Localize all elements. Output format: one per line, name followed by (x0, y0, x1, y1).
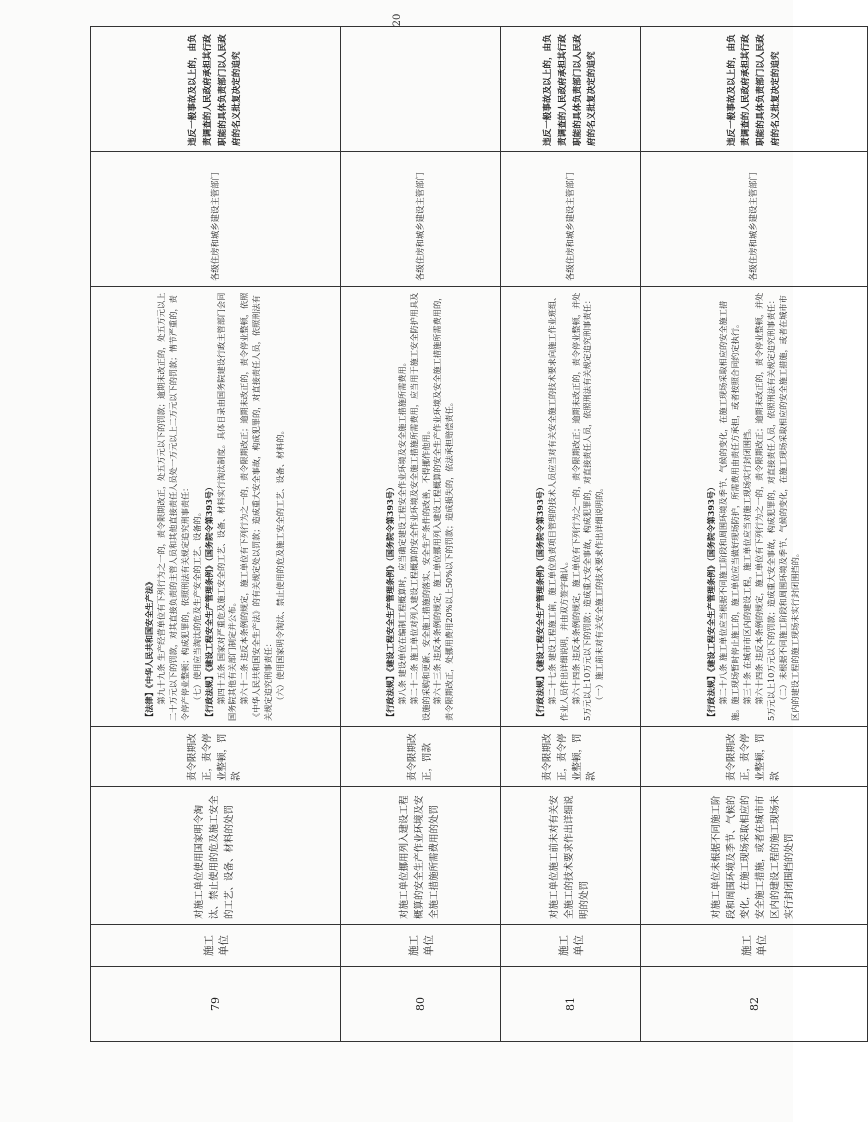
subject-cell: 施工单位 (91, 925, 341, 967)
legal-basis-cell (91, 287, 341, 727)
basis-heading: 【行政法规】《建设工程安全生产管理条例》（国务院令第393号） (534, 482, 545, 721)
basis-heading: 【行政法规】《建设工程安全生产管理条例》（国务院令第393号） (706, 482, 717, 721)
row-number: 82 (641, 967, 868, 1042)
item-cell: 对施工单位使用国家明令淘汰、禁止使用的危及施工安全的工艺、设备、材料的处罚 (91, 787, 341, 925)
basis-heading: 【法律】《中华人民共和国安全生产法》 (144, 577, 155, 721)
basis-paragraph: 第六十四条 违反本条例的规定，施工单位有下列行为之一的，责令限期改正；逾期未改正的，责令停业整顿，并处5万元以上10万元以下的罚款；造成重大安全事故，构成犯罪的，对直接责任人员，依照刑法有关规定追究刑事责任： (754, 292, 776, 721)
basis-paragraph: 第四十五条 国家对严重危及施工安全的工艺、设备、材料实行淘汰制度。具体目录由国务院建设行政主管部门会同国务院其他有关部门制定并公布。 (215, 292, 238, 721)
page-number: 20 (392, 13, 403, 27)
basis-paragraph: 第六十二条 违反本条例的规定，施工单位有下列行为之一的，责令限期改正；逾期未改正的，责令停业整顿，依照《中华人民共和国安全生产法》的有关规定处以罚款；造成重大安全事故，构成犯罪的，对直接责任人员，依照刑法有关规定追究刑事责任： (239, 292, 274, 721)
basis-paragraph: 第八条 建设单位在编制工程概算时，应当确定建设工程安全作业环境及安全施工措施所需费用。 (396, 358, 407, 705)
subject-cell: 施工单位 (641, 925, 868, 967)
legal-basis-cell (641, 287, 868, 727)
basis-paragraph: 第九十九条 生产经营单位有下列行为之一的，责令限期改正，处五万元以下的罚款；逾期未改正的，处五万元以上二十万元以下的罚款，对其直接负责的主管人员和其他直接责任人员处一万元以上二万元以下的罚款；情节严重的，责令停产停业整顿；构成犯罪的，依照刑法有关规定追究刑事责任： (156, 292, 190, 721)
item-cell: 对施工单位挪用列入建设工程概算的安全生产作业环境及安全施工措施所需费用的处罚 (341, 787, 501, 925)
department-cell: 各级住房和城乡建设主管部门 (91, 152, 341, 287)
basis-paragraph: （七）使用应当淘汰的危及生产安全的工艺、设备的。 (191, 508, 202, 705)
legal-basis-cell (501, 287, 641, 727)
department-cell: 各级住房和城乡建设主管部门 (341, 152, 501, 287)
table-body (91, 27, 868, 1042)
basis-paragraph: 第二十二条 施工单位对列入建设工程概算的安全作业环境及安全施工措施所需费用，应当用于施工安全防护用具及设施的采购和更新、安全施工措施的落实、安全生产条件的改善，不得挪作他用。 (408, 292, 431, 721)
row-number: 79 (91, 967, 341, 1042)
basis-paragraph: 第六十三条 违反本条例的规定，施工单位挪用列入建设工程概算的安全生产作业环境及安全施工措施所需费用的，责令限期改正，处挪用费用20%以上50%以下的罚款；造成损失的，依法承担赔偿责任。 (432, 292, 455, 721)
basis-paragraph: 第二十七条 建设工程施工前，施工单位负责项目管理的技术人员应当对有关安全施工的技术要求向施工作业班组、作业人员作出详细说明，并由双方签字确认。 (546, 292, 569, 721)
responsibility-cell: 违反一般事故及以上的，由负责调查的人民政府承担其行政职能的具体负责部门以人民政府的名义批复决定的追究 (91, 27, 341, 152)
penalty-kind-cell: 责令限期改正，罚款 (341, 727, 501, 787)
basis-paragraph: （六）使用国家明令淘汰、禁止使用的危及施工安全的工艺、设备、材料的。 (274, 426, 285, 705)
basis-paragraph: （二）未根据不同施工阶段和周围环境及季节、气候的变化，在施工现场采取相应的安全施工措施，或者在城市市区内的建设工程的施工现场未实行封闭围挡的。 (777, 295, 800, 721)
department-cell: 各级住房和城乡建设主管部门 (641, 152, 868, 287)
legal-basis-cell (341, 287, 501, 727)
subject-cell: 施工单位 (501, 925, 641, 967)
penalty-table (90, 26, 868, 1042)
basis-paragraph: 第六十四条 违反本条例的规定，施工单位有下列行为之一的，责令限期改正；逾期未改正的，责令停业整顿，并处5万元以上10万元以下的罚款；造成重大安全事故，构成犯罪的，对直接责任人员，依照刑法有关规定追究刑事责任： (570, 292, 593, 721)
table-row (91, 27, 341, 1042)
table-row (341, 27, 501, 1042)
basis-heading: 【行政法规】《建设工程安全生产管理条例》（国务院令第393号） (384, 482, 395, 721)
item-cell: 对施工单位施工前未对有关安全施工的技术要求作出详细说明的处罚 (501, 787, 641, 925)
basis-heading: 【行政法规】《建设工程安全生产管理条例》（国务院令第393号） (203, 482, 214, 721)
subject-cell: 施工单位 (341, 925, 501, 967)
row-number: 81 (501, 967, 641, 1042)
row-number: 80 (341, 967, 501, 1042)
item-cell: 对施工单位未根据不同施工阶段和周围环境及季节、气候的变化，在施工现场采取相应的安全施工措施，或者在城市市区内的建设工程的施工现场未实行封闭围挡的处罚 (641, 787, 868, 925)
penalty-kind-cell: 责令限期改正，责令停业整顿，罚款 (91, 727, 341, 787)
department-cell: 各级住房和城乡建设主管部门 (501, 152, 641, 287)
basis-paragraph: 第三十条 在城市市区内的建设工程，施工单位应当对施工现场实行封闭围挡。 (742, 423, 753, 705)
basis-paragraph: 第二十八条 施工单位应当根据不同施工阶段和周围环境及季节、气候的变化，在施工现场采取相应的安全施工措施。施工现场暂时停止施工的，施工单位应当做好现场防护，所需费用由责任方承担，或者按照合同约定执行。 (718, 300, 741, 721)
responsibility-cell: 违反一般事故及以上的，由负责调查的人民政府承担其行政职能的具体负责部门以人民政府的名义批复决定的追究 (641, 27, 868, 152)
responsibility-cell (341, 27, 501, 152)
basis-paragraph: （一）施工前未对有关安全施工的技术要求作出详细说明的。 (594, 483, 605, 705)
table-row (501, 27, 641, 1042)
responsibility-cell: 违反一般事故及以上的，由负责调查的人民政府承担其行政职能的具体负责部门以人民政府的名义批复决定的追究 (501, 27, 641, 152)
table-row (641, 27, 868, 1042)
penalty-kind-cell: 责令限期改正，责令停业整顿，罚款 (501, 727, 641, 787)
penalty-kind-cell: 责令限期改正，责令停业整顿，罚款 (641, 727, 868, 787)
